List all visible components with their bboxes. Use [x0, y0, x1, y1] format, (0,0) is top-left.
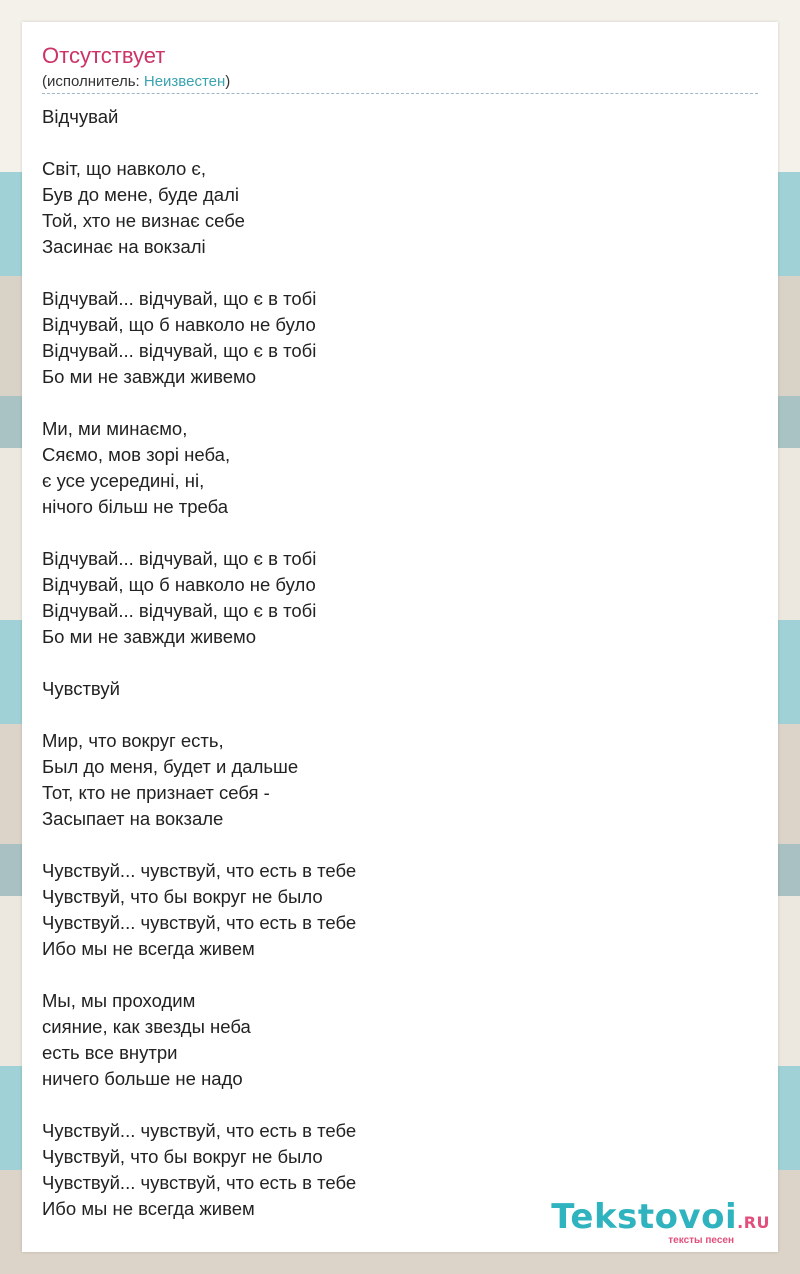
lyric-line: Засыпает на вокзале	[42, 808, 224, 829]
header-divider	[42, 93, 758, 94]
lyric-line: Відчувай... відчувай, що є в тобі	[42, 548, 317, 569]
lyric-line: Засинає на вокзалі	[42, 236, 206, 257]
lyric-line: Відчувай... відчувай, що є в тобі	[42, 600, 317, 621]
lyric-line: ничего больше не надо	[42, 1068, 243, 1089]
logo-name: Tekstovoi	[551, 1197, 738, 1237]
lyric-line	[42, 520, 758, 546]
lyric-line: Чувствуй... чувствуй, что есть в тебе	[42, 912, 357, 933]
lyric-line	[42, 130, 758, 156]
lyric-line: Той, хто не визнає себе	[42, 210, 245, 231]
lyric-line: Мир, что вокруг есть,	[42, 730, 224, 751]
lyric-line	[42, 1092, 758, 1118]
lyric-line	[42, 962, 758, 988]
logo-wordmark	[551, 1199, 770, 1241]
lyric-line: Ибо мы не всегда живем	[42, 1198, 255, 1219]
lyric-line	[42, 260, 758, 286]
logo-tld: .RU	[737, 1213, 770, 1232]
lyric-line: Світ, що навколо є,	[42, 158, 206, 179]
lyric-line: Відчувай, що б навколо не було	[42, 314, 316, 335]
lyric-line: есть все внутри	[42, 1042, 178, 1063]
lyric-line: Тот, кто не признает себя -	[42, 782, 270, 803]
lyric-line: Чувствуй... чувствуй, что есть в тебе	[42, 1120, 357, 1141]
lyric-line: Ибо мы не всегда живем	[42, 938, 255, 959]
lyric-line: Відчувай... відчувай, що є в тобі	[42, 340, 317, 361]
lyric-line: Відчувай... відчувай, що є в тобі	[42, 288, 317, 309]
song-title: Отсутствует	[42, 43, 166, 68]
lyric-line: Был до меня, будет и дальше	[42, 756, 299, 777]
lyric-line: Ми, ми минаємо,	[42, 418, 188, 439]
lyric-line: Був до мене, буде далі	[42, 184, 240, 205]
song-subtitle	[42, 72, 230, 92]
subtitle-suffix: )	[225, 73, 231, 90]
lyric-line: Сяємо, мов зорі неба,	[42, 444, 231, 465]
lyric-line: Чувствуй... чувствуй, что есть в тебе	[42, 860, 357, 881]
lyric-line: Чувствуй	[42, 678, 120, 699]
lyrics-text	[42, 104, 758, 1222]
lyric-line: Бо ми не завжди живемо	[42, 626, 257, 647]
lyric-line: Відчувай	[42, 106, 119, 127]
lyric-line: Бо ми не завжди живемо	[42, 366, 257, 387]
lyric-line	[42, 650, 758, 676]
site-logo[interactable]	[551, 1199, 770, 1246]
lyric-line: нічого більш не треба	[42, 496, 229, 517]
lyric-line	[42, 832, 758, 858]
logo-tagline: тексты песен	[668, 1235, 734, 1246]
lyric-line	[42, 390, 758, 416]
lyrics-card	[22, 22, 778, 1252]
lyric-line: Чувствуй... чувствуй, что есть в тебе	[42, 1172, 357, 1193]
lyric-line: Чувствуй, что бы вокруг не было	[42, 1146, 323, 1167]
subtitle-prefix: (исполнитель:	[42, 73, 144, 90]
lyric-line: Чувствуй, что бы вокруг не было	[42, 886, 323, 907]
lyric-line	[42, 702, 758, 728]
artist-link[interactable]: Неизвестен	[143, 73, 226, 90]
lyric-line: Мы, мы проходим	[42, 990, 196, 1011]
lyric-line: сияние, как звезды неба	[42, 1016, 251, 1037]
lyric-line: Відчувай, що б навколо не було	[42, 574, 316, 595]
lyric-line: є усе усередині, ні,	[42, 470, 205, 491]
